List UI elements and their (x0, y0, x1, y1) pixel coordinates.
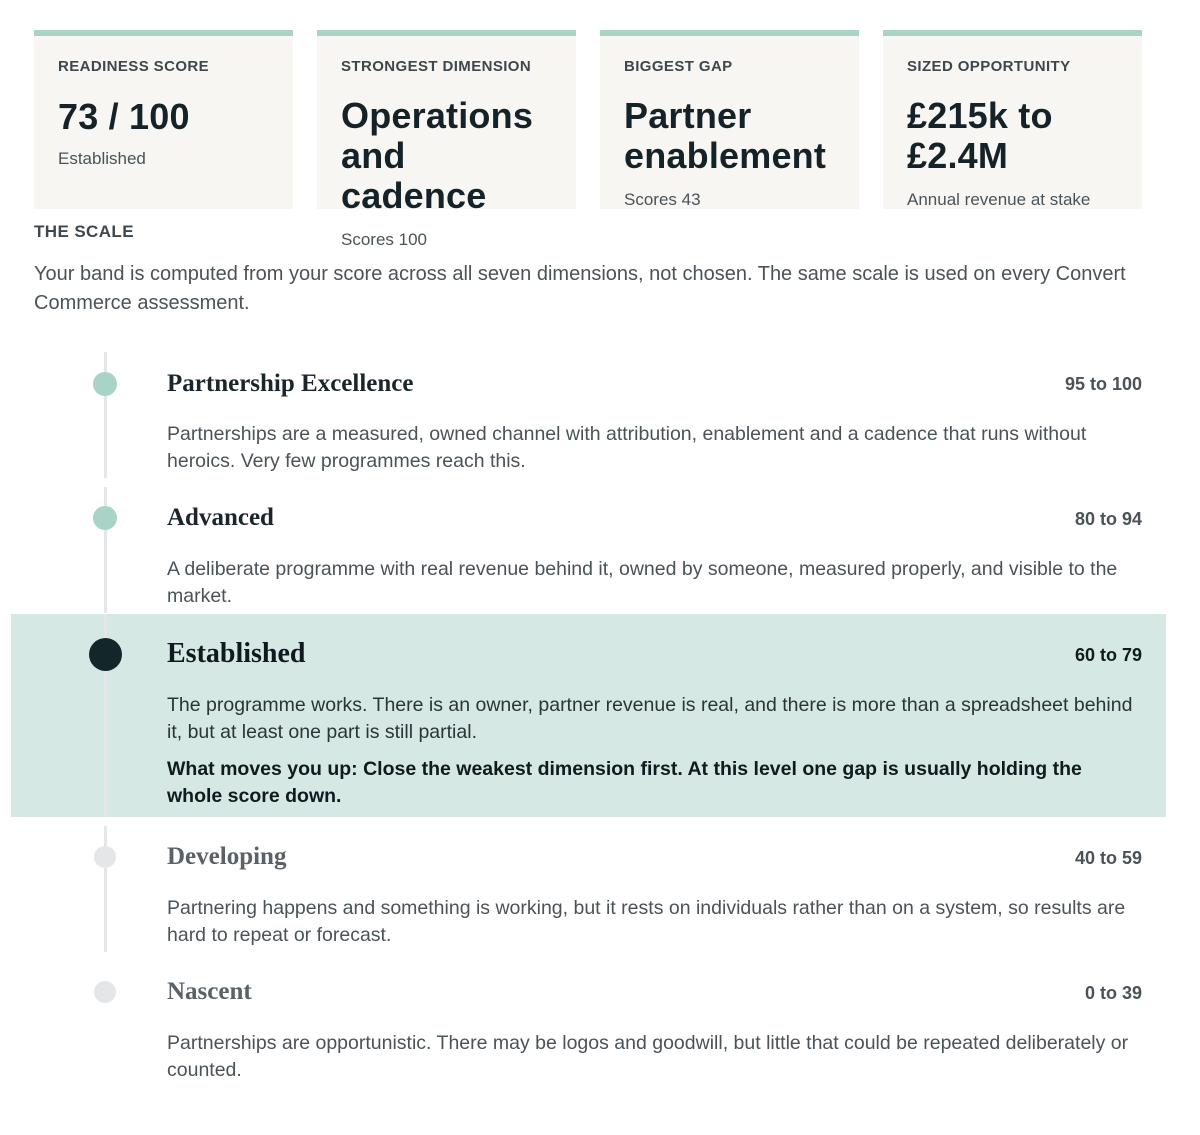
scale-intro: Your band is computed from your score across all seven dimensions, not chosen. The same scale is used on every Convert Commerce assessment. (34, 263, 1126, 314)
biggest-gap-card (600, 30, 859, 209)
band-description: Partnering happens and something is working, but it rests on individuals rather than on a system, so results are hard to repeat or forecast. (167, 897, 1126, 946)
strongest-dimension-card (317, 30, 576, 249)
band-description: Partnerships are a measured, owned channel with attribution, enablement and a cadence that runs without heroics. Very few programmes reach this. (167, 423, 1087, 472)
band-established-current (0, 614, 1200, 817)
card-label: READINESS SCORE (58, 58, 210, 75)
band-title: Established (167, 638, 306, 669)
band-description: The programme works. There is an owner, partner revenue is real, and there is more than a spreadsheet behind it, but at least one part is still partial. (167, 694, 1133, 743)
strongest-dimension-value (341, 96, 552, 216)
band-title: Advanced (167, 504, 274, 531)
readiness-score-value: 73 / 100 (58, 96, 190, 137)
band-developing (0, 826, 1200, 956)
band-range: 80 to 94 (1074, 509, 1142, 529)
band-rail (104, 352, 107, 478)
card-label: BIGGEST GAP (624, 58, 733, 75)
band-future-dot-icon (94, 981, 116, 1003)
value-line: £2.4M (907, 135, 1009, 176)
band-description: Partnerships are opportunistic. There may be logos and goodwill, but little that could be repeated deliberately or counted. (167, 1032, 1129, 1081)
band-nascent (0, 961, 1200, 1091)
biggest-gap-value (624, 96, 835, 176)
readiness-band-label: Established (58, 149, 146, 168)
biggest-gap-score: Scores 43 (624, 190, 701, 209)
scale-heading: THE SCALE (34, 222, 134, 241)
band-range: 60 to 79 (1074, 645, 1142, 665)
band-description: A deliberate programme with real revenue behind it, owned by someone, measured properly, and visible to the market. (167, 558, 1118, 607)
readiness-score-card (34, 30, 293, 209)
value-line: Operations (341, 95, 534, 136)
card-label: SIZED OPPORTUNITY (907, 58, 1071, 75)
band-achieved-dot-icon (93, 372, 117, 396)
value-line: Partner (624, 95, 752, 136)
band-advanced (0, 487, 1200, 617)
band-range: 40 to 59 (1074, 848, 1142, 868)
band-range: 0 to 39 (1084, 983, 1142, 1003)
sized-opportunity-caption: Annual revenue at stake (907, 190, 1091, 209)
strongest-dimension-score: Scores 100 (341, 230, 427, 249)
band-range: 95 to 100 (1064, 374, 1142, 394)
sized-opportunity-value (907, 96, 1118, 176)
card-label: STRONGEST DIMENSION (341, 58, 532, 75)
band-current-dot-icon (89, 638, 122, 671)
sized-opportunity-card (883, 30, 1142, 209)
value-line: enablement (624, 135, 827, 176)
band-rail (104, 826, 107, 952)
band-title: Developing (167, 843, 287, 870)
value-line: and cadence (341, 135, 487, 216)
band-title: Nascent (167, 978, 252, 1005)
band-future-dot-icon (94, 846, 116, 868)
band-move-up-advice: What moves you up: Close the weakest dimension first. At this level one gap is usually holding the whole score down. (167, 758, 1082, 807)
band-title: Partnership Excellence (167, 370, 414, 397)
value-line: £215k to (907, 95, 1053, 136)
band-achieved-dot-icon (93, 506, 117, 530)
band-partnership-excellence (0, 352, 1200, 482)
